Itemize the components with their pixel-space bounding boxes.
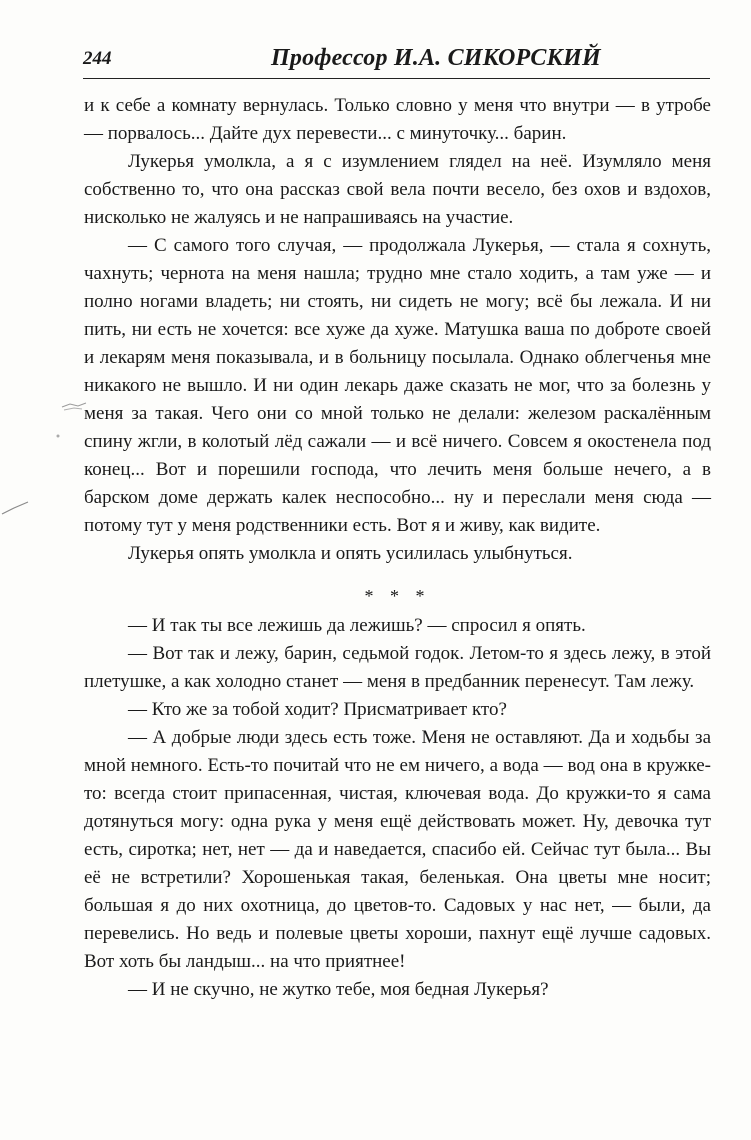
- paragraph: и к себе а комнату вернулась. Только словно у меня что внутри — в утробе — порвалось... Дайте дух перевести... с минуточку... барин.: [84, 95, 711, 144]
- paragraph: Лукерья опять умолкла и опять усилилась улыбнуться.: [128, 543, 573, 564]
- ink-dot-icon: [54, 432, 62, 440]
- paragraph: — С самого того случая, — продолжала Лукерья, — стала я сохнуть, чахнуть; чернота на меня нашла; трудно мне стало ходить, а там уже — и полно ногами владеть; ни стоять, ни сидеть не могу; всё бы лежала. И ни пить, ни есть не хочется: все хуже да хуже. Матушка ваша по доброте своей и лекарям меня показывала, и в больницу посылала. Однако облегченья мне никакого не вышло. И ни один лекарь даже сказать не мог, что за болезнь у меня за такая. Чего они со мной только не делали: железом раскалённым спину жгли, в колотый лёд сажали — и всё ничего. Совсем я окостенела под конец... Вот и порешили господа, что лечить меня больше нечего, а в барском доме держать калек неспособно... ну и переслали меня сюда — потому тут у меня родственники есть. Вот я и живу, как видите.: [84, 235, 711, 536]
- pencil-mark-icon: [60, 398, 88, 414]
- page-number: 244: [83, 48, 112, 69]
- paragraph: — А добрые люди здесь есть тоже. Меня не оставляют. Да и ходьбы за мной немного. Есть-то почитай что не ем ничего, а вода — вод она в кружке-то: всегда стоит припасенная, чистая, ключевая вода. До кружки-то я сама дотянуться могу: одна рука у меня ещё действовать может. Ну, девочка тут есть, сиротка; нет, нет — да и наведается, спасибо ей. Сейчас тут была... Вы её не встретили? Хорошенькая такая, беленькая. Она цветы мне носит; большая я до них охотница, до цветов-то. Садовых у нас нет, — были, да перевелись. Но ведь и полевые цветы хороши, пахнут ещё лучше садовых. Вот хоть бы ландыш... на что приятнее!: [84, 727, 711, 972]
- paragraph: — И не скучно, не жутко тебе, моя бедная Лукерья?: [128, 979, 549, 1000]
- pencil-stroke-icon: [0, 498, 30, 518]
- running-title: Профессор И.А. СИКОРСКИЙ: [271, 45, 601, 71]
- paragraph: — Вот так и лежу, барин, седьмой годок. Летом-то я здесь лежу, в этой плетушке, а как холодно станет — меня в предбанник перенесут. Там лежу.: [84, 643, 711, 692]
- section-separator: * * *: [364, 586, 431, 606]
- body-text: [84, 92, 711, 1004]
- paragraph: — Кто же за тобой ходит? Присматривает кто?: [128, 699, 507, 720]
- paragraph: Лукерья умолкла, а я с изумлением глядел на неё. Изумляло меня собственно то, что она рассказ свой вела почти весело, без охов и вздохов, нисколько не жалуясь и не напрашиваясь на участие.: [84, 151, 711, 228]
- page-header: [83, 44, 710, 79]
- paragraph: — И так ты все лежишь да лежишь? — спросил я опять.: [128, 615, 586, 636]
